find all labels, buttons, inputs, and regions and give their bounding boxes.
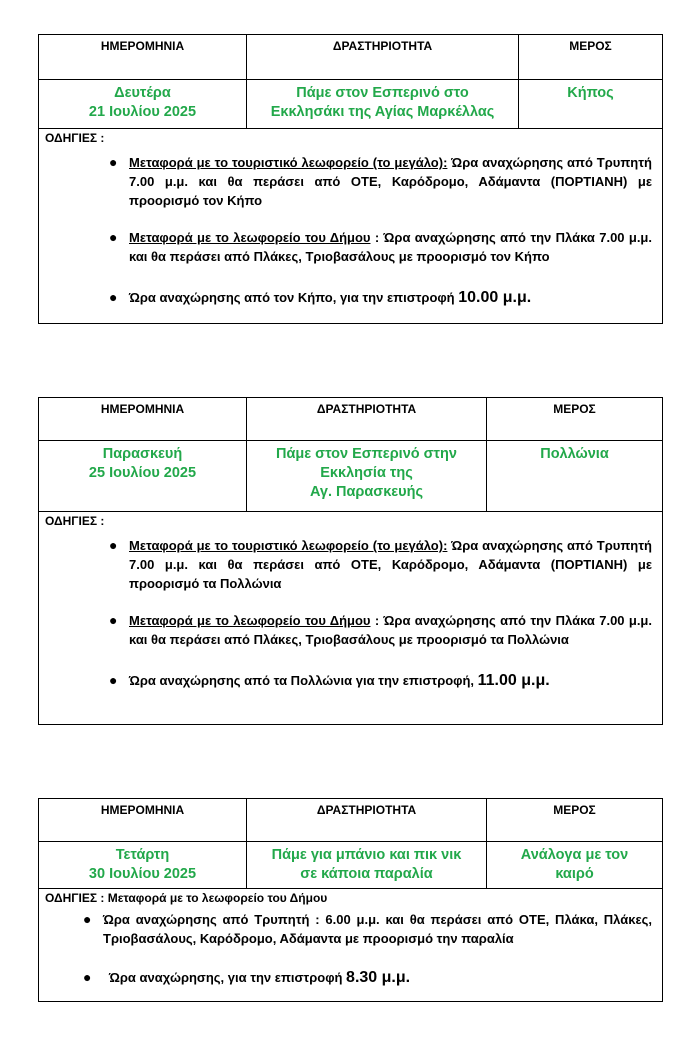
bullet-icon: ● [83, 969, 92, 985]
return-time: 10.00 μ.μ. [458, 289, 532, 306]
activity-line: Εκκλησία της [320, 465, 413, 481]
header-activity: ΔΡΑΣΤΗΡΙΟΤΗΤΑ [247, 35, 519, 79]
event-date: 25 Ιουλίου 2025 [88, 465, 197, 481]
header-activity: ΔΡΑΣΤΗΡΙΟΤΗΤΑ [247, 799, 487, 841]
event-day: Τετάρτη [115, 847, 170, 863]
item-text: : Ώρα αναχώρησης από την Πλάκα 7.00 μ.μ. και θα περάσει από Πλάκες, Τριοβασάλους με προορισμό τα Πολλώνια [129, 613, 652, 647]
instructions-label: ΟΔΗΓΙΕΣ : [45, 514, 105, 528]
activity-line: Πάμε στον Εσπερινό στο [296, 85, 469, 101]
list-item [45, 536, 656, 593]
place-line: καιρό [555, 866, 594, 882]
header-place: ΜΕΡΟΣ [553, 803, 596, 817]
event-date-cell [39, 441, 247, 511]
list-item [45, 968, 656, 987]
event-day: Δευτέρα [114, 85, 171, 101]
header-row [39, 35, 662, 80]
header-date: ΗΜΕΡΟΜΗΝΙΑ [39, 35, 247, 79]
instructions-label: ΟΔΗΓΙΕΣ : [45, 131, 105, 145]
header-date: ΗΜΕΡΟΜΗΝΙΑ [39, 799, 247, 841]
item-text: Ώρα αναχώρησης από τα Πολλώνια για την επιστροφή, [129, 673, 478, 688]
event-day: Παρασκευή [102, 446, 183, 462]
item-text: Ώρα αναχώρησης, για την επιστροφή [109, 970, 347, 985]
event-activity-cell [247, 441, 487, 511]
activity-line: Πάμε στον Εσπερινό στην [276, 446, 457, 462]
list-item [45, 611, 656, 649]
item-lead: Μεταφορά με το τουριστικό λεωφορείο (το μεγάλο): [129, 155, 448, 170]
header-row [39, 799, 662, 842]
item-lead: Μεταφορά με το λεωφορείο του Δήμου [129, 613, 371, 628]
item-text: : Ώρα αναχώρησης από την Πλάκα 7.00 μ.μ. και θα περάσει από Πλάκες, Τριοβασάλους με προορισμό τον Κήπο [129, 230, 652, 264]
activity-line: Αγ. Παρασκευής [309, 484, 424, 500]
item-text: Ώρα αναχώρησης από Τρυπητή : 6.00 μ.μ. και θα περάσει από ΟΤΕ, Πλάκα, Πλάκες, Τριοβασάλους, Καρόδρομο, Αδάμαντα με προορισμό την παραλία [103, 912, 652, 946]
event-place-cell [519, 80, 662, 128]
return-time: 11.00 μ.μ. [477, 672, 550, 689]
event-row [39, 80, 662, 129]
event-date-cell [39, 80, 247, 128]
event-date-cell [39, 842, 247, 888]
bullet-icon: ● [109, 229, 118, 245]
event-place-cell [487, 441, 662, 511]
list-item [45, 228, 656, 266]
item-text: Ώρα αναχώρησης από Τρυπητή 7.00 μ.μ. και θα περάσει από ΟΤΕ, Καρόδρομο, Αδάμαντα (ΠΟΡΤΙΑΝΗ) με προορισμό τα Πολλώνια [129, 538, 652, 591]
activity-line: σε κάποια παραλία [300, 866, 433, 882]
item-lead: Μεταφορά με το λεωφορείο του Δήμου [129, 230, 371, 245]
event-activity-cell [247, 80, 519, 128]
list-item [45, 153, 656, 210]
event-activity-cell [247, 842, 487, 888]
list-item [45, 288, 656, 307]
list-item [45, 671, 656, 690]
header-place: ΜΕΡΟΣ [553, 402, 596, 416]
bullet-icon: ● [83, 911, 92, 927]
instructions [39, 889, 662, 1001]
list-item [45, 910, 656, 948]
event-table-1 [38, 34, 663, 324]
event-place-cell [487, 842, 662, 888]
event-row [39, 842, 662, 889]
event-table-2 [38, 397, 663, 725]
return-time: 8.30 μ.μ. [346, 969, 411, 986]
header-date: ΗΜΕΡΟΜΗΝΙΑ [39, 398, 247, 440]
place-line: Ανάλογα με τον [520, 847, 629, 863]
activity-line: Εκκλησάκι της Αγίας Μαρκέλλας [270, 104, 495, 120]
instructions-list [45, 153, 656, 307]
place-line: Πολλώνια [540, 446, 609, 462]
instructions-label: ΟΔΗΓΙΕΣ : Μεταφορά με το λεωφορείο του Δήμου [45, 891, 328, 905]
header-place: ΜΕΡΟΣ [569, 39, 612, 53]
event-row [39, 441, 662, 512]
instructions-list [45, 910, 656, 987]
place-line: Κήπος [567, 85, 614, 101]
bullet-icon: ● [109, 289, 118, 305]
bullet-icon: ● [109, 154, 118, 170]
bullet-icon: ● [109, 612, 118, 628]
header-row [39, 398, 662, 441]
event-table-3 [38, 798, 663, 1002]
instructions [39, 512, 662, 724]
item-lead: Μεταφορά με το τουριστικό λεωφορείο (το μεγάλο): [129, 538, 448, 553]
event-date: 30 Ιουλίου 2025 [88, 866, 197, 882]
bullet-icon: ● [109, 672, 118, 688]
activity-line: Πάμε για μπάνιο και πικ νικ [271, 847, 462, 863]
instructions [39, 129, 662, 323]
header-activity: ΔΡΑΣΤΗΡΙΟΤΗΤΑ [247, 398, 487, 440]
item-text: Ώρα αναχώρησης από τον Κήπο, για την επιστροφή [129, 290, 459, 305]
item-text: Ώρα αναχώρησης από Τρυπητή 7.00 μ.μ. και θα περάσει από ΟΤΕ, Καρόδρομο, Αδάμαντα (ΠΟΡΤΙΑΝΗ) με προορισμό τον Κήπο [129, 155, 652, 208]
bullet-icon: ● [109, 537, 118, 553]
event-date: 21 Ιουλίου 2025 [88, 104, 197, 120]
instructions-list [45, 536, 656, 690]
